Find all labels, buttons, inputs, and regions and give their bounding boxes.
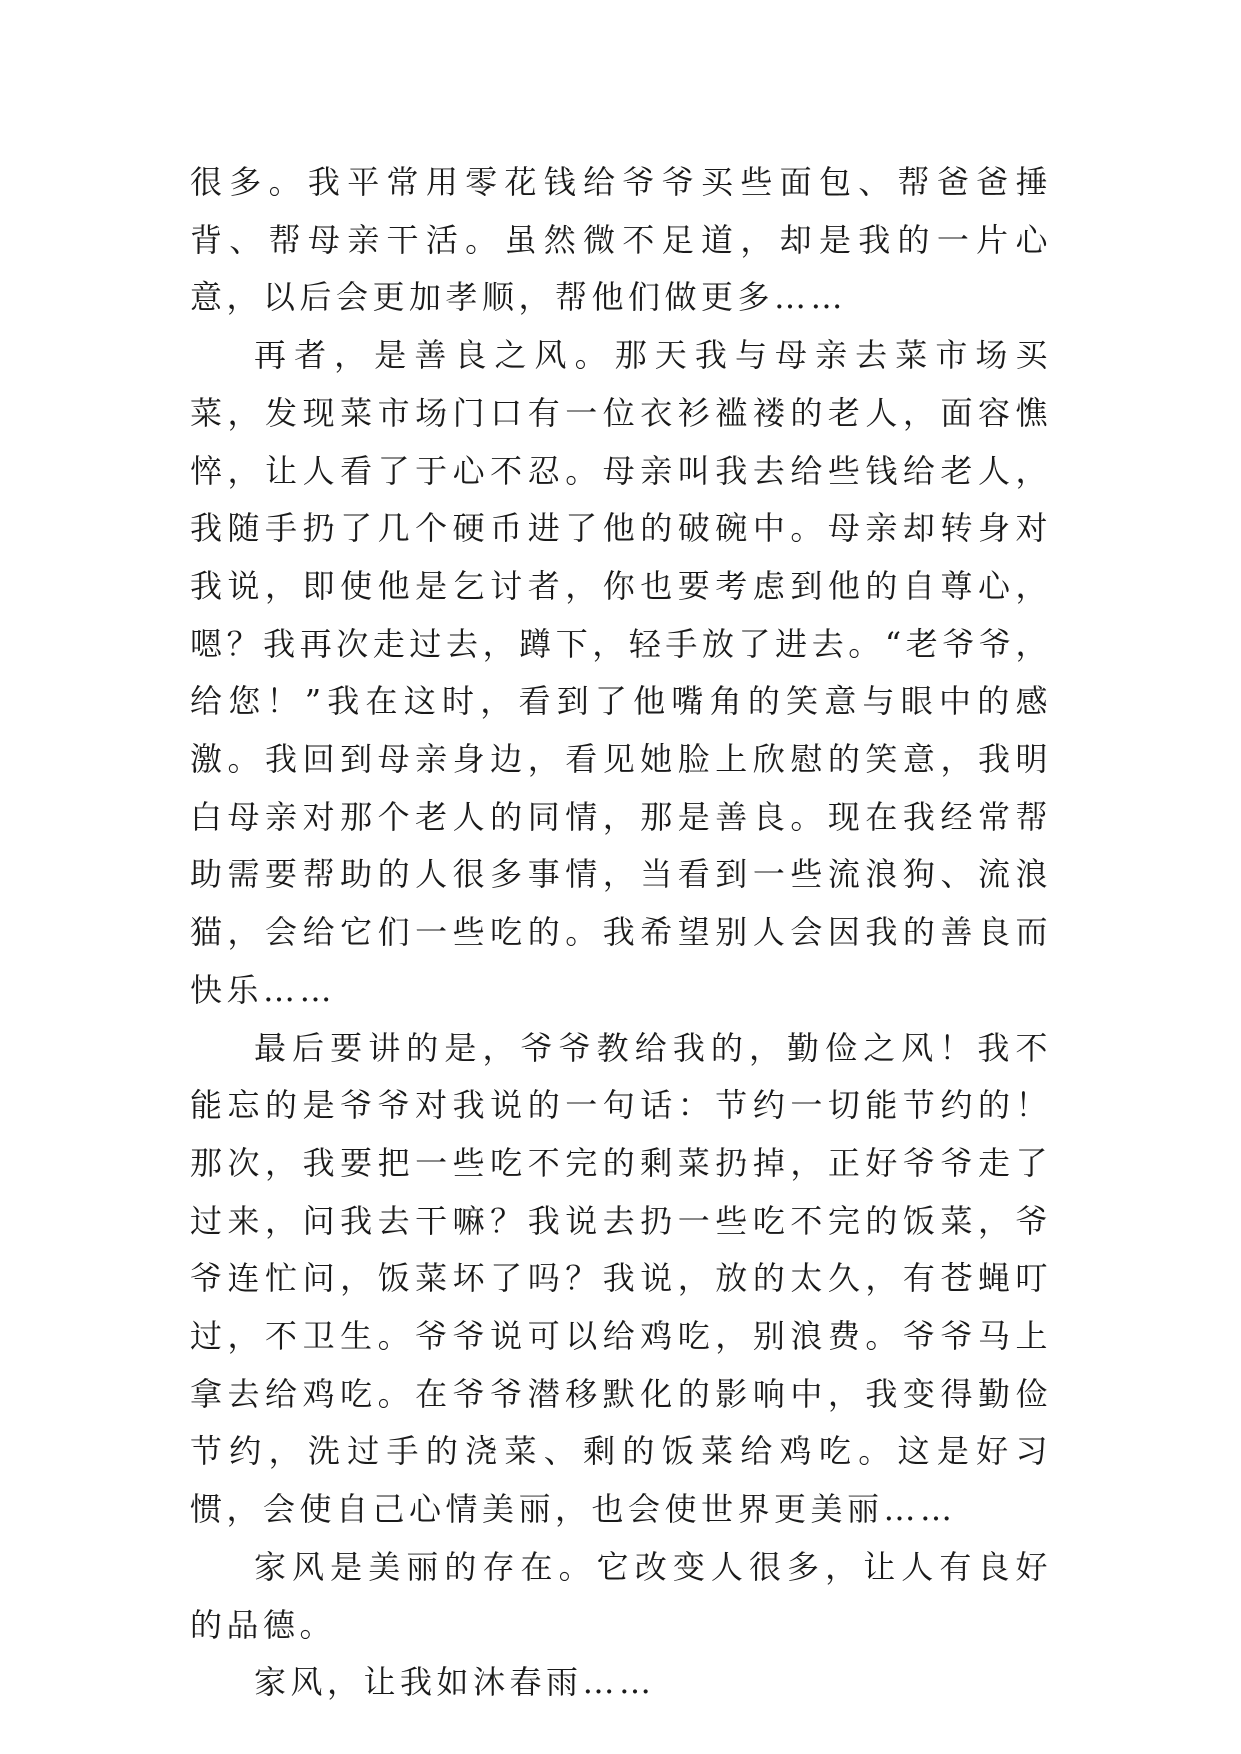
- paragraph-kindness: 再者，是善良之风。那天我与母亲去菜市场买菜，发现菜市场门口有一位衣衫褴褛的老人，面容憔悴，让人看了于心不忍。母亲叫我去给些钱给老人，我随手扔了几个硬币进了他的破碗中。母亲却转身对我说，即使他是乞讨者，你也要考虑到他的自尊心，嗯？我再次走过去，蹲下，轻手放了进去。“老爷爷，给您！”我在这时，看到了他嘴角的笑意与眼中的感激。我回到母亲身边，看见她脸上欣慰的笑意，我明白母亲对那个老人的同情，那是善良。现在我经常帮助需要帮助的人很多事情，当看到一些流浪狗、流浪猫，会给它们一些吃的。我希望别人会因我的善良而快乐……: [190, 336, 1052, 1009]
- paragraph-continued: 很多。我平常用零花钱给爷爷买些面包、帮爸爸捶背、帮母亲干活。虽然微不足道，却是我的一片心意，以后会更加孝顺，帮他们做更多……: [190, 163, 1052, 317]
- paragraph-family-style: 家风是美丽的存在。它改变人很多，让人有良好的品德。: [190, 1547, 1052, 1644]
- essay-body: [190, 154, 1052, 1712]
- paragraph-thrift: 最后要讲的是，爷爷教给我的，勤俭之风！我不能忘的是爷爷对我说的一句话：节约一切能节约的！那次，我要把一些吃不完的剩菜扔掉，正好爷爷走了过来，问我去干嘛？我说去扔一些吃不完的饭菜，爷爷连忙问，饭菜坏了吗？我说，放的太久，有苍蝇叮过，不卫生。爷爷说可以给鸡吃，别浪费。爷爷马上拿去给鸡吃。在爷爷潜移默化的影响中，我变得勤俭节约，洗过手的浇菜、剩的饭菜给鸡吃。这是好习惯，会使自己心情美丽，也会使世界更美丽……: [190, 1028, 1052, 1529]
- paragraph-closing: 家风，让我如沐春雨……: [254, 1663, 656, 1702]
